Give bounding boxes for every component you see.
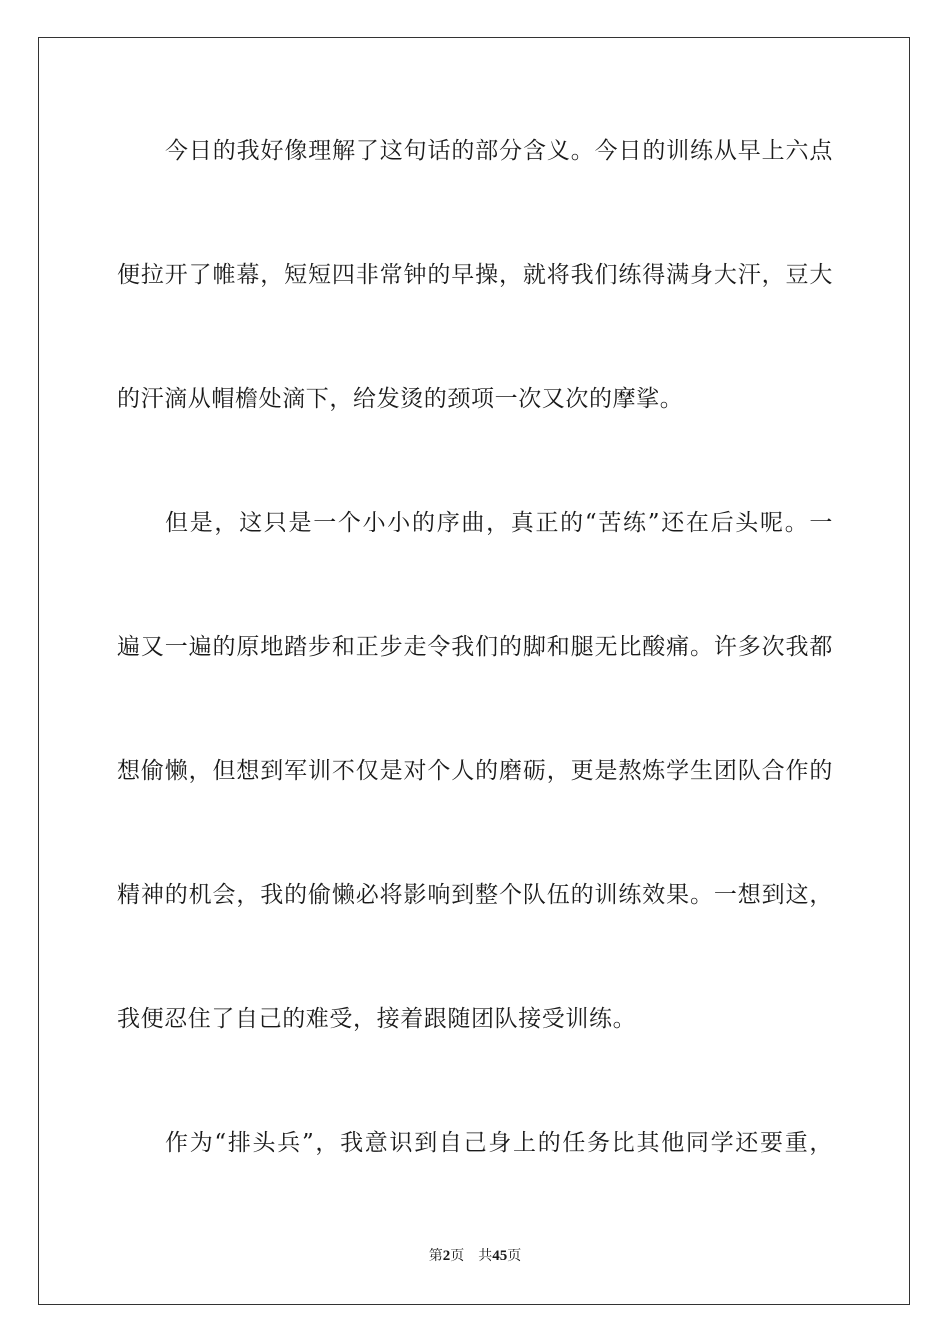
page-border bbox=[38, 37, 910, 1305]
total-suffix: 页 bbox=[507, 1248, 522, 1264]
paragraph-2-line-1: 但是，这只是一个小小的序曲，真正的“苦练”还在后头呢。一 bbox=[165, 510, 833, 536]
paragraph-1-line-2: 便拉开了帷幕，短短四非常钟的早操，就将我们练得满身大汗，豆大 bbox=[117, 262, 833, 288]
paragraph-2-line-3: 想偷懒，但想到军训不仅是对个人的磨砺，更是熬炼学生团队合作的 bbox=[117, 758, 833, 784]
page-prefix: 第 bbox=[428, 1248, 443, 1264]
page-suffix: 页 bbox=[450, 1248, 465, 1264]
paragraph-2-line-5: 我便忍住了自己的难受，接着跟随团队接受训练。 bbox=[117, 1006, 637, 1032]
paragraph-2-line-2: 遍又一遍的原地踏步和正步走令我们的脚和腿无比酸痛。许多次我都 bbox=[117, 634, 833, 660]
paragraph-1-line-3: 的汗滴从帽檐处滴下，给发烫的颈项一次又次的摩挲。 bbox=[117, 386, 684, 412]
page-footer bbox=[0, 1247, 950, 1265]
page-number: 2 bbox=[442, 1248, 451, 1264]
total-pages: 45 bbox=[492, 1248, 508, 1264]
total-prefix: 共 bbox=[478, 1248, 493, 1264]
paragraph-3-line-1: 作为“排头兵”，我意识到自己身上的任务比其他同学还要重， bbox=[165, 1130, 833, 1156]
paragraph-1-line-1: 今日的我好像理解了这句话的部分含义。今日的训练从早上六点 bbox=[165, 138, 833, 164]
paragraph-2-line-4: 精神的机会，我的偷懒必将影响到整个队伍的训练效果。一想到这， bbox=[117, 882, 833, 908]
